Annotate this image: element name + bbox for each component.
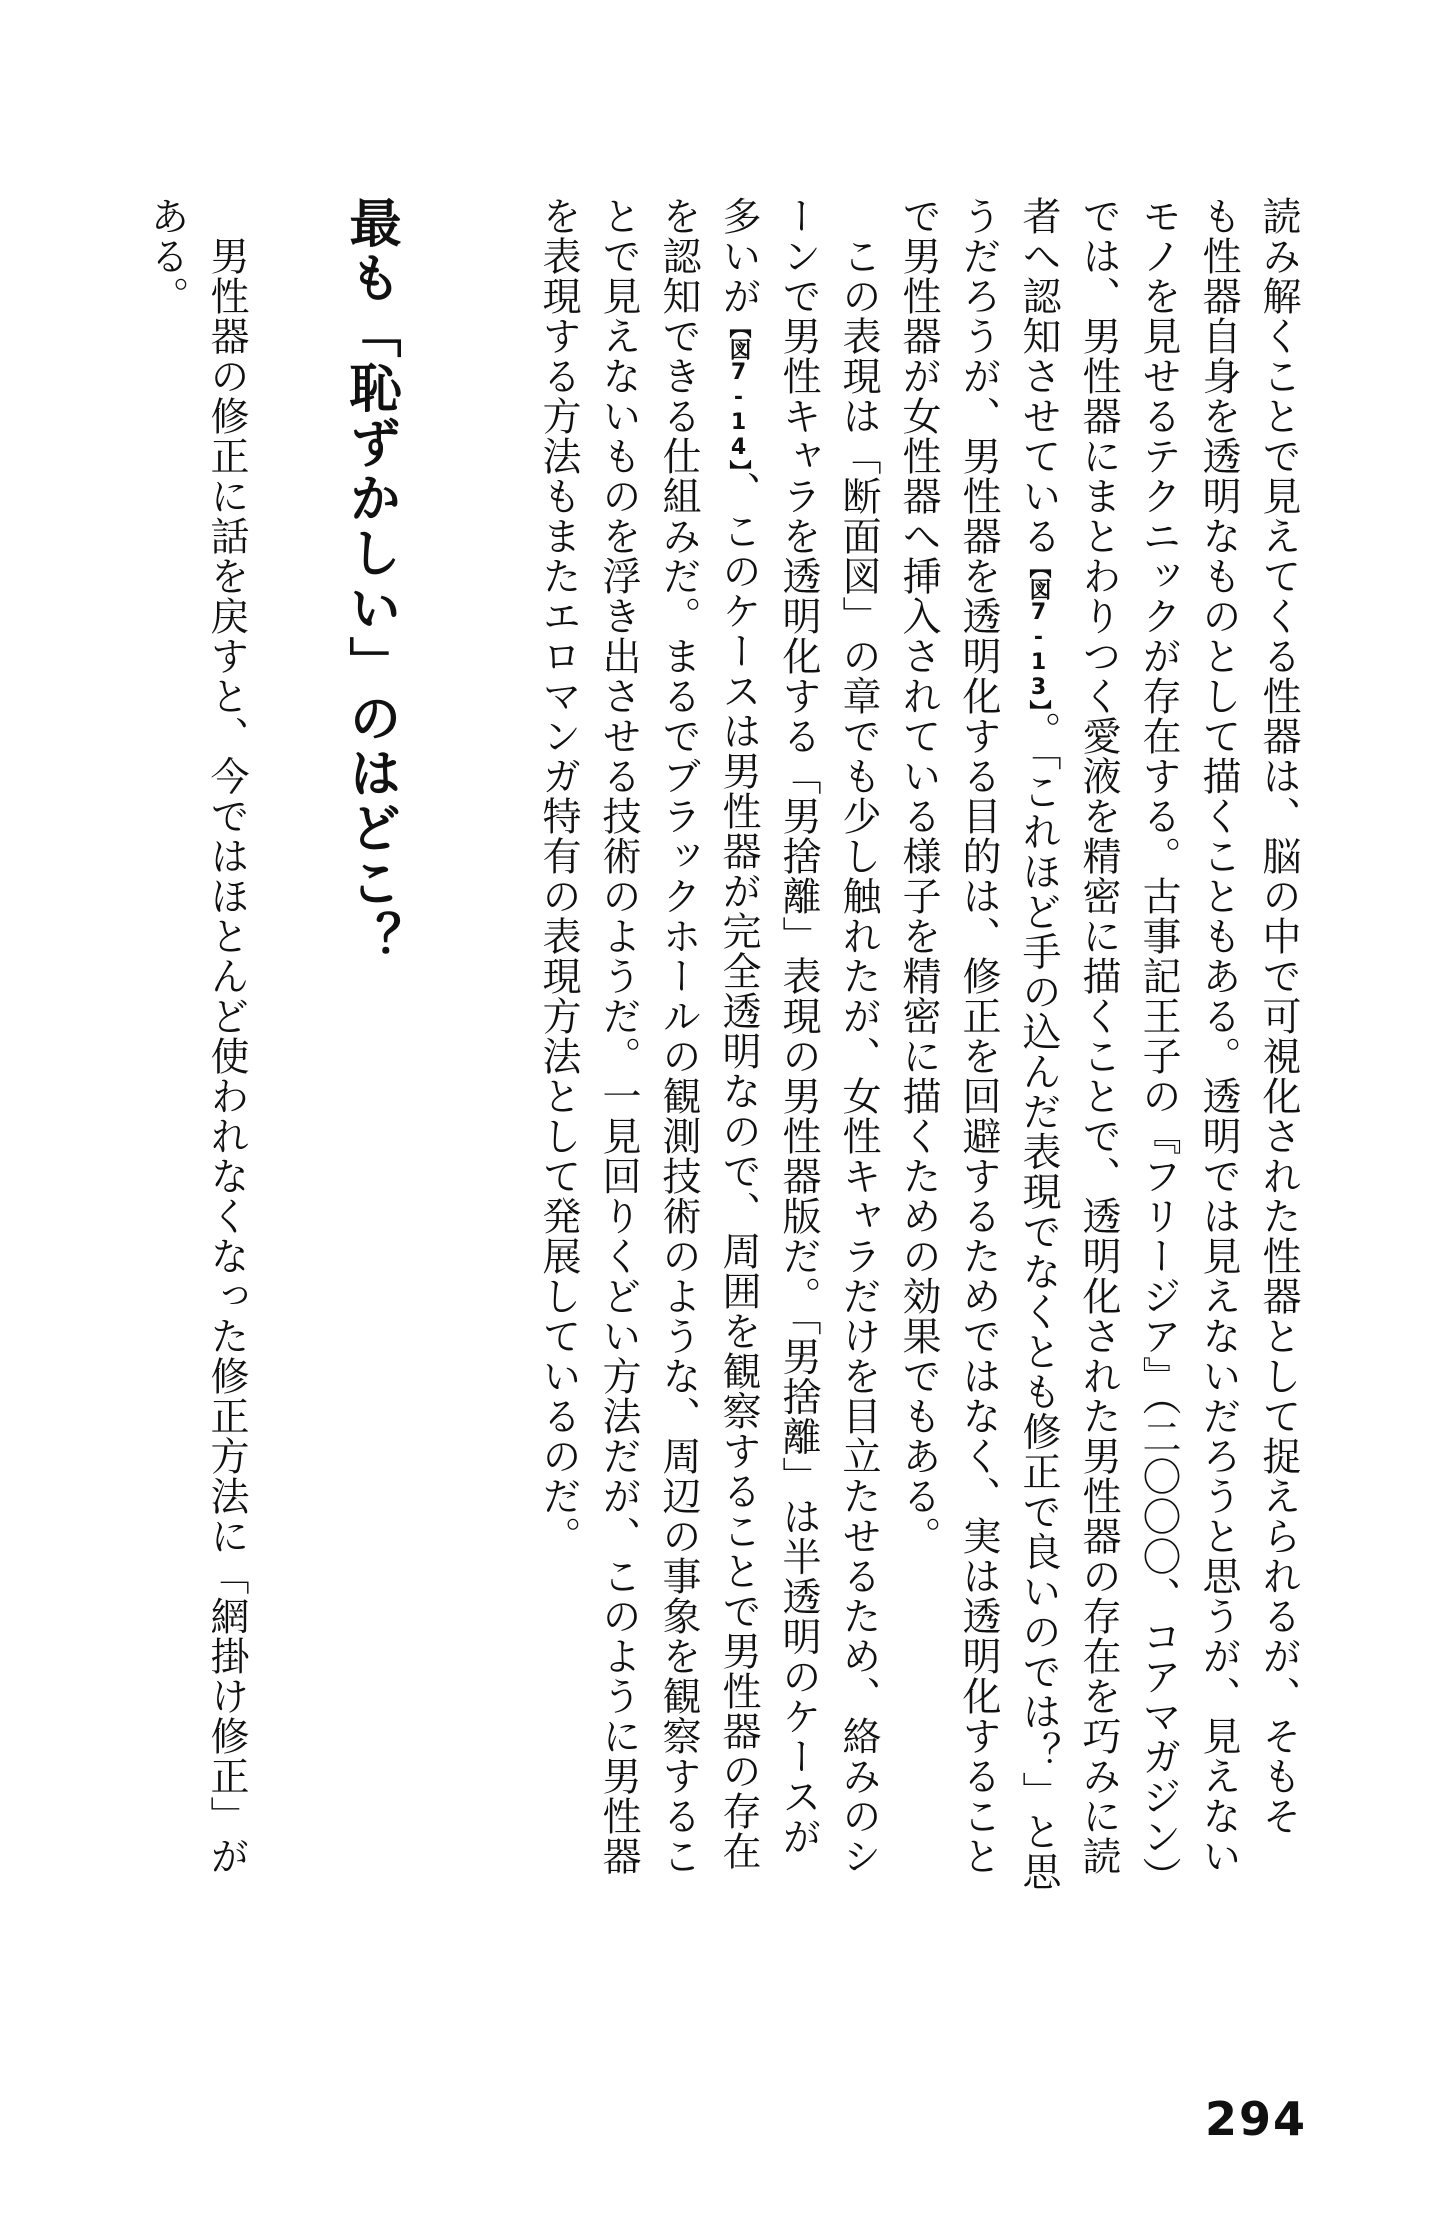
text-segment: とで見えないものを浮き出させる技術のようだ。一見回りくどい方法だが、このように男性器 xyxy=(596,196,641,1876)
text-segment: 男性器の修正に話を戻すと、今ではほとんど使われなくなった修正方法に「網掛け修正」が xyxy=(204,196,249,1876)
text-line xyxy=(588,196,648,1896)
text-line xyxy=(528,196,588,1896)
text-segment: も性器自身を透明なものとして描くこともある。透明では見えないだろうと思うが、見えない xyxy=(1196,196,1241,1876)
text-line xyxy=(1188,196,1248,1896)
section-heading: 最も「恥ずかしい」のはどこ？ xyxy=(340,196,400,966)
text-line xyxy=(196,196,256,1896)
text-segment: では、男性器にまとわりつく愛液を精密に描くことで、透明化された男性器の存在を巧みに読 xyxy=(1076,196,1121,1876)
text-line xyxy=(768,196,828,1896)
text-segment: モノを見せるテクニックが存在する。古事記王子の『フリージア』（二〇〇〇、コアマガジン） xyxy=(1136,196,1181,1897)
vertical-text-body xyxy=(136,196,1308,1896)
figure-reference: 【図7-14】 xyxy=(726,316,751,471)
text-segment: 読み解くことで見えてくる性器は、脳の中で可視化された性器として捉えられるが、そもそ xyxy=(1256,196,1301,1836)
text-segment: 、このケースは男性器が完全透明なので、周囲を観察することで男性器の存在 xyxy=(716,471,761,1871)
text-line xyxy=(888,196,948,1896)
text-segment: を表現する方法もまたエロマンガ特有の表現方法として発展しているのだ。 xyxy=(536,196,581,1556)
text-segment: この表現は「断面図」の章でも少し触れたが、女性キャラだけを目立たせるため、絡みのシ xyxy=(836,196,881,1876)
page-number: 294 xyxy=(1205,2092,1308,2146)
text-line xyxy=(1248,196,1308,1896)
text-line xyxy=(948,196,1008,1896)
text-segment: ある。 xyxy=(144,196,189,316)
text-line xyxy=(708,196,768,1896)
text-segment: 。「これほど手の込んだ表現でなくとも修正で良いのでは？」と思 xyxy=(1016,711,1061,1892)
text-segment: うだろうが、男性器を透明化する目的は、修正を回避するためではなく、実は透明化すること xyxy=(956,196,1001,1876)
figure-reference: 【図7-13】 xyxy=(1026,556,1051,711)
text-segment: 者へ認知させている xyxy=(1016,196,1061,556)
text-line xyxy=(828,196,888,1896)
text-segment: ーンで男性キャラを透明化する「男捨離」表現の男性器版だ。「男捨離」は半透明のケースが xyxy=(776,196,821,1857)
text-line xyxy=(648,196,708,1896)
text-line xyxy=(1128,196,1188,1896)
text-line xyxy=(136,196,196,1896)
text-segment: を認知できる仕組みだ。まるでブラックホールの観測技術のような、周辺の事象を観察するこ xyxy=(656,196,701,1876)
text-line xyxy=(1008,196,1068,1896)
text-segment: 多いが xyxy=(716,196,761,316)
text-line xyxy=(1068,196,1128,1896)
text-segment: で男性器が女性器へ挿入されている様子を精密に描くための効果でもある。 xyxy=(896,196,941,1556)
